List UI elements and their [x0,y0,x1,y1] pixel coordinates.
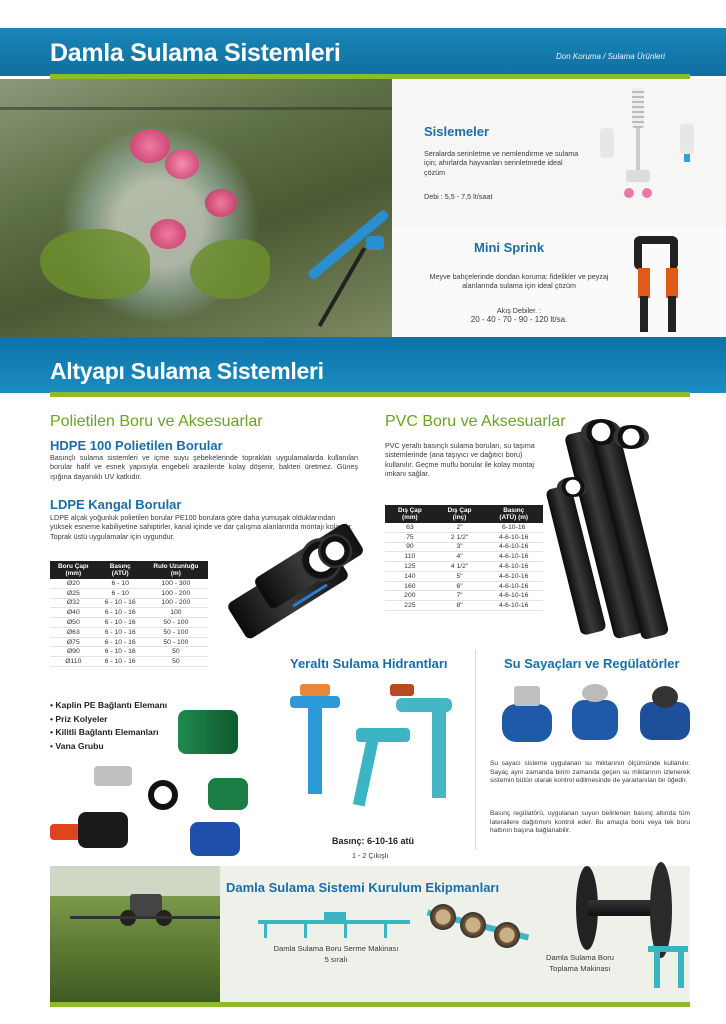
pvc-table-body [385,523,543,611]
mini-sprink-debi-values: 20 - 40 - 70 - 90 - 120 lt/sa. [470,315,568,324]
table-cell: Ø20 [50,579,97,588]
table-cell: Ø25 [50,588,97,598]
collector-label-1: Damla Sulama Boru [546,953,614,962]
pe-col-1: Boru Çapı (mm) [50,561,97,579]
sislemeler-title: Sislemeler [424,124,490,139]
page-title: Damla Sulama Sistemleri [50,39,341,67]
mini-sprink-handheld-image [300,232,410,337]
bullet-item: • Kaplin PE Bağlantı Elemanı [50,700,168,710]
table-cell: 6 - 10 - 16 [97,657,144,667]
table-cell: Ø50 [50,618,97,628]
table-cell: Ø40 [50,608,97,618]
ldpe-desc: LDPE alçak yoğunluk polietilen borular PE100 borulara göre daha yumuşak olduklarından yüksek esneme kabiliyetine sahiptirler, kanal içinde ve dar çalışma alanlarında montajı kolaydır. Toprak üstü uygulamalar için uygundur. [50,513,353,541]
table-cell: 4-6-10-16 [484,601,543,611]
table-cell: 4-6-10-16 [484,571,543,581]
table-cell: 50 - 100 [144,637,208,647]
water-meters-image [496,680,696,748]
meters-desc-2: Basınç regülatörü, uygulanan suyun belirlenen basınç altında tüm laterallere dağıtımını kontrol eder. Bu amaçla boru veya tek boru hattının başına bağlanabilir. [490,810,690,835]
table-cell: 6 - 10 - 16 [97,618,144,628]
table-row [385,591,543,601]
meters-desc-1: Su sayacı sisteme uygulanan su miktarının ölçümünde kullanılır. Sayaç aynı zamanda birim zamanda geçen su miktarının izlenerek sistemin bütün olarak kontrol edilmesinde de yararlanılan bir öğedir. [490,760,690,785]
sislemeler-debi: Debi : 5,5 - 7,5 lt/saat [424,192,493,201]
table-row [385,601,543,611]
table-cell: Ø110 [50,657,97,667]
table-cell: 4-6-10-16 [484,532,543,542]
ldpe-title: LDPE Kangal Borular [50,497,182,512]
pvc-col-2: Dış Çap (inç) [435,505,485,523]
table-cell: 4-6-10-16 [484,591,543,601]
table-row [50,608,208,618]
bullet-item: • Priz Kolyeler [50,713,108,724]
table-cell: 100 [144,608,208,618]
table-row [385,581,543,591]
meters-title: Su Sayaçları ve Regülatörler [504,656,680,671]
table-row [385,542,543,552]
column-divider [475,650,476,850]
table-cell: 4-6-10-16 [484,581,543,591]
collector-label-2: Toplama Makinası [549,964,611,973]
pvc-col-3: Basınç (ATÜ) (m) [484,505,543,523]
table-cell: 4-6-10-16 [484,562,543,572]
table-cell: 225 [385,601,435,611]
equipment-title: Damla Sulama Sistemi Kurulum Ekipmanları [226,880,500,895]
table-cell: 6 - 10 - 16 [97,627,144,637]
pvc-pipe-image [555,415,695,640]
table-row [385,523,543,532]
hdpe-desc: Basınçlı sulama sistemleri ve içme suyu şebekelerinde topraklatı uygulamalarda kullanılan borular hafif ve esnek yapısıyla engebeli arazilerde kolay döşenir, bakteri üretmez. Güneş ışığına dayanıklı UV katkıdır. [50,453,358,481]
hydrant-image [278,680,468,810]
table-cell: 75 [385,532,435,542]
table-cell: 100 - 300 [144,579,208,588]
table-row [50,598,208,608]
table-row [385,562,543,572]
table-cell: 110 [385,552,435,562]
table-cell: 2 1/2" [435,532,485,542]
pvc-section-title: PVC Boru ve Aksesuarlar [385,413,566,430]
pvc-table-header [385,505,543,523]
mini-sprink-title: Mini Sprink [474,240,545,255]
mini-sprink-desc: Meyve bahçelerinde dondan koruma: fidelikler ve peyzaj alanlarında sulama için ideal çözüm [429,272,609,291]
hydrant-outlets: 1 - 2 Çıkışlı [352,851,389,860]
table-cell: Ø63 [50,627,97,637]
table-cell: 100 - 200 [144,598,208,608]
table-cell: 6 - 10 [97,579,144,588]
table-row [50,588,208,598]
header-subtitle: Don Koruma / Sulama Ürünleri [556,52,665,61]
tractor-field-photo [50,866,220,1002]
table-row [50,657,208,667]
reel-machine-image [424,900,534,970]
table-cell: 6 - 10 [97,588,144,598]
table-cell: 6 - 10 - 16 [97,608,144,618]
table-cell: 4" [435,552,485,562]
table-cell: 50 [144,657,208,667]
table-cell: 6" [435,581,485,591]
table-cell: 160 [385,581,435,591]
table-cell: 4-6-10-16 [484,542,543,552]
hdpe-title: HDPE 100 Polietilen Borular [50,438,223,453]
pipe-layer-label-1: Damla Sulama Boru Serme Makinası [273,944,399,953]
table-row [50,647,208,657]
table-cell: 8" [435,601,485,611]
table-row [385,532,543,542]
table-cell: 50 [144,647,208,657]
section2-green-rule [50,392,690,397]
table-row [385,571,543,581]
table-cell: 100 - 200 [144,588,208,598]
table-cell: 7" [435,591,485,601]
section2-title: Altyapı Sulama Sistemleri [50,358,324,384]
table-cell: 2" [435,523,485,532]
table-cell: 6 - 10 - 16 [97,598,144,608]
bullet-item: • Kilitli Bağlantı Elemanları [50,727,159,737]
table-cell: 50 - 100 [144,618,208,628]
table-row [50,618,208,628]
mini-sprinkler-image [626,232,686,334]
pe-spec-table [50,561,208,667]
pipe-layer-machine-image [254,910,414,942]
table-cell: 63 [385,523,435,532]
table-cell: 125 [385,562,435,572]
pvc-spec-table [385,505,543,611]
bullet-item: • Vana Grubu [50,740,104,751]
pe-fittings-image [50,700,260,860]
table-cell: 3" [435,542,485,552]
pvc-col-1: Dış Çap (mm) [385,505,435,523]
pvc-desc: PVC yeraltı basınçlı sulama boruları, su taşıma sistemlerinde (ana taşıyıcı ve dağıtıcı boru) kullanılır. Geçme muflu borular ile kolay montaj imkanı sağlar. [385,441,535,479]
table-cell: 4-6-10-16 [484,552,543,562]
pipe-layer-label-2: 5 sıralı [324,955,348,964]
pe-col-3: Rulo Uzunluğu (m) [144,561,208,579]
table-row [50,579,208,588]
table-cell: 5" [435,571,485,581]
table-row [50,637,208,647]
table-cell: 200 [385,591,435,601]
table-cell: 6 - 10 - 16 [97,637,144,647]
table-cell: Ø90 [50,647,97,657]
table-cell: Ø75 [50,637,97,647]
table-cell: 4 1/2" [435,562,485,572]
pe-table-body [50,579,208,667]
table-cell: 6-10-16 [484,523,543,532]
pe-col-2: Basınç (ATÜ) [97,561,144,579]
table-cell: 50 - 100 [144,627,208,637]
hydrant-title: Yeraltı Sulama Hidrantları [290,656,448,671]
fogger-nozzle-image [598,88,708,213]
table-cell: 6 - 10 - 16 [97,647,144,657]
table-row [50,627,208,637]
footer-green-rule [50,1002,690,1007]
table-cell: Ø32 [50,598,97,608]
mini-sprink-debi-label: Akış Debiler. : [496,306,542,315]
table-cell: 140 [385,571,435,581]
hydrant-pressure: Basınç: 6-10-16 atü [332,836,415,846]
table-row [385,552,543,562]
hdpe-pipe-image [218,540,358,640]
table-cell: 90 [385,542,435,552]
sislemeler-desc: Seralarda serinletme ve nemlendirme ve sulama için; ahırlarda hayvanları serinletmede ideal çözüm [424,149,579,177]
pe-section-title: Polietilen Boru ve Aksesuarlar [50,413,263,430]
pe-table-header [50,561,208,579]
